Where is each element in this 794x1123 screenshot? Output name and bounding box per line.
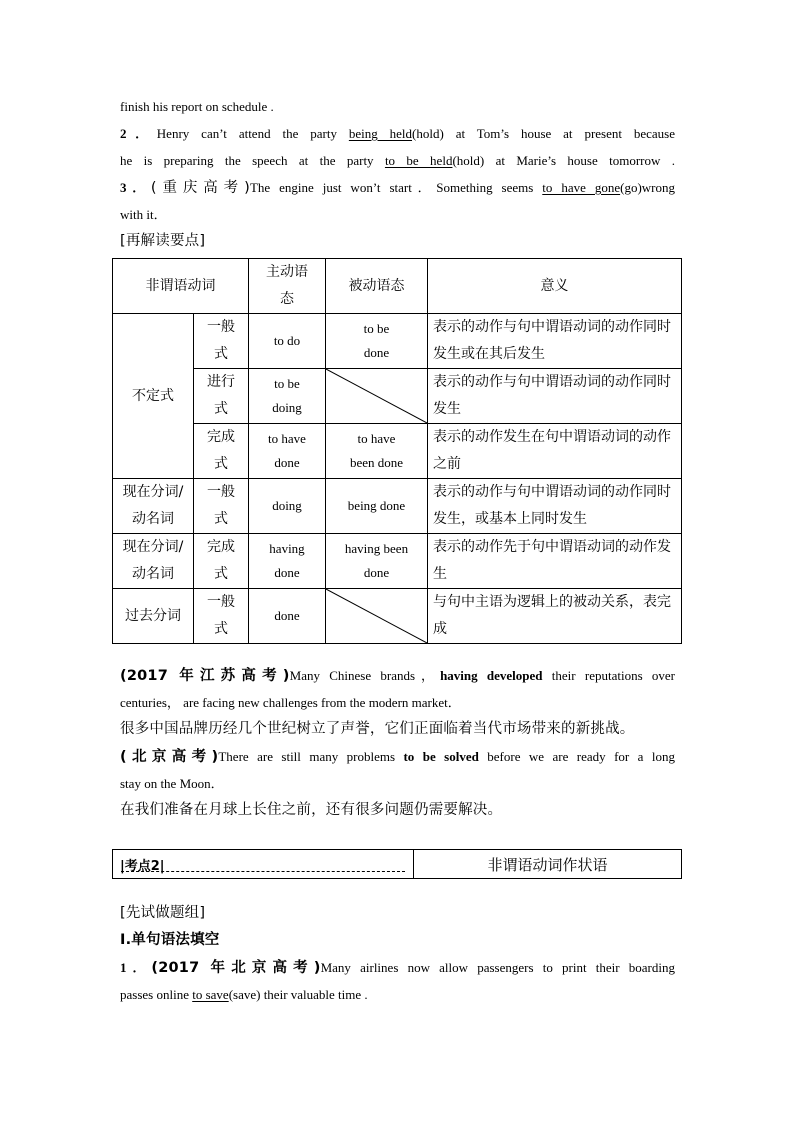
example-1-line-2: centuries， are facing new challenges from the modern market．	[120, 695, 461, 710]
question-3-line-2: with it．	[120, 207, 167, 222]
exercise-section-heading: [先试做题组]	[120, 905, 206, 921]
answer-blank: being held	[348, 126, 413, 141]
example-2-line-1: (北京高考)There are still many problems to be solved before we are ready for a long	[120, 749, 675, 765]
example-2-line-2: stay on the Moon．	[120, 776, 224, 791]
table-row: 现在分词/动名词 一般式 doing being done 表示的动作与句中谓语动词的动作同时发生，或基本上同时发生	[113, 479, 682, 534]
table-row: 不定式 一般式 to do to be done 表示的动作与句中谓语动词的动作同时发生或在其后发生	[113, 314, 682, 369]
example-2-translation: 在我们准备在月球上长住之前，还有很多问题仍需要解决。	[120, 802, 503, 818]
section-heading: [再解读要点]	[120, 233, 206, 249]
header-passive: 被动语态	[326, 259, 428, 314]
infinitive-label: 不定式	[113, 314, 194, 479]
answer-blank: to save	[192, 987, 229, 1002]
header-active: 主动语态	[249, 259, 326, 314]
table-row: 过去分词 一般式 done 与句中主语为逻辑上的被动关系，表完成	[113, 589, 682, 644]
question-2-line-2: he is preparing the speech at the party to be held(hold) at Marie’s house tomorrow .	[120, 153, 676, 168]
text-line: finish his report on schedule .	[120, 99, 274, 114]
empty-cell-diagonal	[326, 589, 428, 644]
answer-blank: to have gone	[542, 180, 621, 195]
table-header-row	[113, 259, 682, 314]
topic-title: 非谓语动词作状语	[414, 850, 682, 879]
topic-header-box	[112, 849, 682, 879]
table-row: 现在分词/动名词 完成式 having done having been done 表示的动作先于句中谓语动词的动作发生	[113, 534, 682, 589]
exercise-question-1-line-2: passes online to save(save) their valuable time .	[120, 987, 368, 1002]
topic-label-cell	[113, 850, 414, 879]
grammar-table	[112, 258, 682, 644]
question-2-line-1: 2．Henry can’t attend the party being held(hold) at Tom’s house at present because	[120, 126, 676, 141]
answer-blank: to be held	[384, 153, 453, 168]
header-meaning: 意义	[428, 259, 682, 314]
topic-label: |考点2|	[120, 858, 165, 874]
empty-cell-diagonal	[326, 369, 428, 424]
table-row: 完成式 to have done to have been done 表示的动作发生在句中谓语动词的动作之前	[113, 424, 682, 479]
table-row: 进行式 to be doing 表示的动作与句中谓语动词的动作同时发生	[113, 369, 682, 424]
diagonal-line	[326, 369, 427, 423]
example-1-line-1: (2017 年江苏高考)Many Chinese brands，having developed their reputations over	[120, 668, 676, 684]
exercise-question-1-line-1: 1．(2017 年北京高考)Many airlines now allow passengers to print their boarding	[120, 960, 675, 976]
question-3-line-1: 3．(重庆高考)The engine just won’t start．Something seems to have gone(go)wrong	[120, 180, 675, 196]
diagonal-line	[326, 589, 427, 643]
exercise-subheading: Ⅰ.单句语法填空	[120, 932, 220, 948]
example-1-translation: 很多中国品牌历经几个世纪树立了声誉，它们正面临着当代市场带来的新挑战。	[120, 721, 635, 737]
dashed-underline	[121, 871, 405, 872]
header-nonfinite: 非谓语动词	[113, 259, 249, 314]
